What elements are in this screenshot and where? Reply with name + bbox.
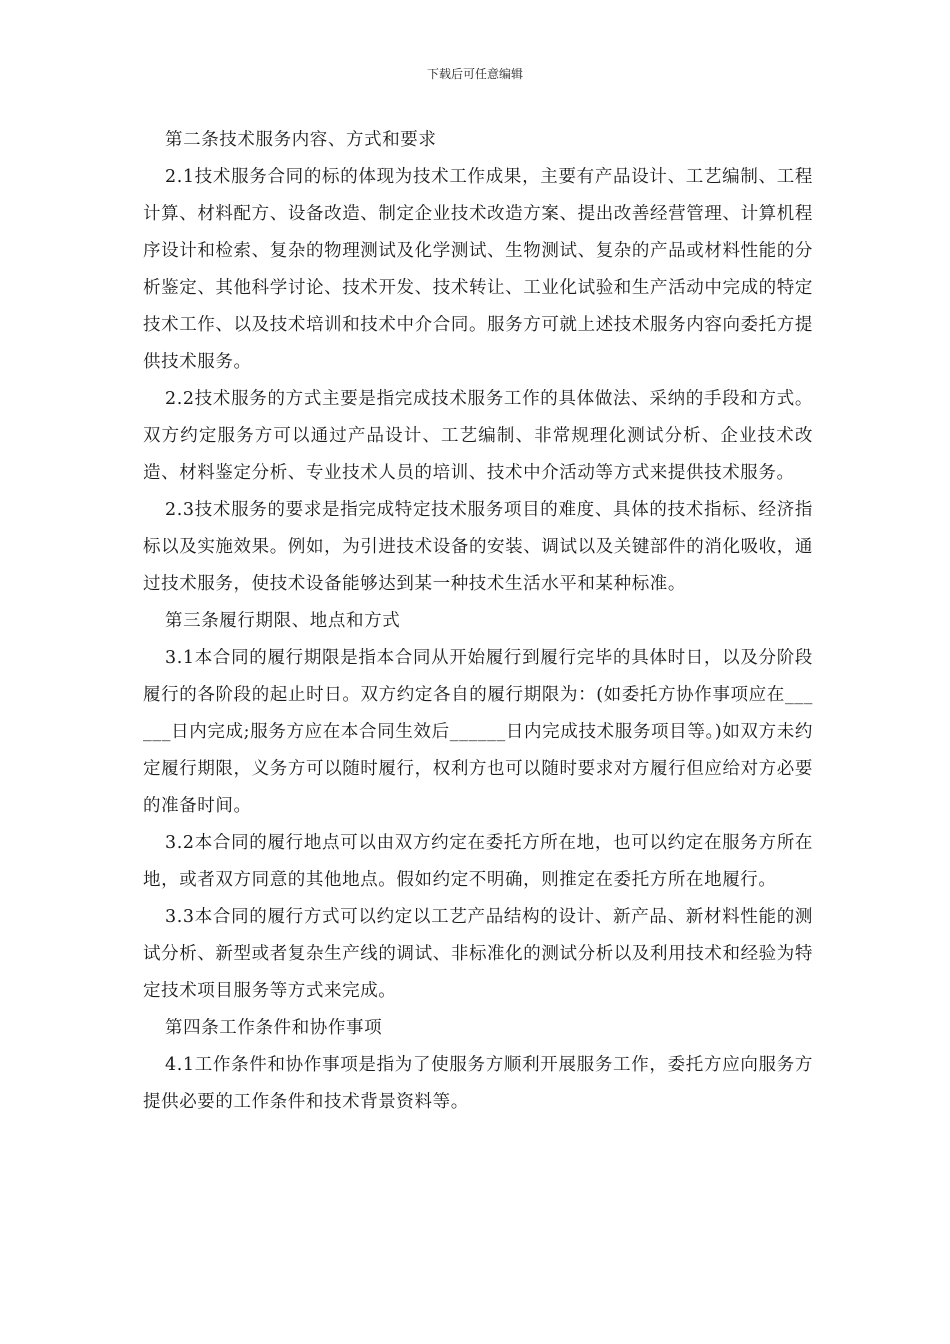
paragraph-3-1: 3.1本合同的履行期限是指本合同从开始履行到履行完毕的具体时日，以及分阶段履行的各阶段的起止时日。双方约定各自的履行期限为：(如委托方协作事项应在______日内完成;服务方应在本合同生效后______日内完成技术服务项目等。)如双方未约定履行期限，义务方可以随时履行，权利方也可以随时要求对方履行但应给对方必要的准备时间。: [143, 648, 813, 816]
section-heading-3: 第三条履行期限、地点和方式: [165, 611, 401, 631]
section-heading-4: 第四条工作条件和协作事项: [165, 1018, 383, 1038]
paragraph-2-1: 2.1技术服务合同的标的体现为技术工作成果，主要有产品设计、工艺编制、工程计算、材料配方、设备改造、制定企业技术改造方案、提出改善经营管理、计算机程序设计和检索、复杂的物理测试及化学测试、生物测试、复杂的产品或材料性能的分析鉴定、其他科学讨论、技术开发、技术转让、工业化试验和生产活动中完成的特定技术工作、以及技术培训和技术中介合同。服务方可就上述技术服务内容向委托方提供技术服务。: [143, 167, 813, 372]
document-body: [143, 122, 813, 1121]
paragraph-2-3: 2.3技术服务的要求是指完成特定技术服务项目的难度、具体的技术指标、经济指标以及实施效果。例如，为引进技术设备的安装、调试以及关键部件的消化吸收，通过技术服务，使技术设备能够达到某一种技术生活水平和某种标准。: [143, 500, 813, 594]
paragraph-2-2: 2.2技术服务的方式主要是指完成技术服务工作的具体做法、采纳的手段和方式。双方约定服务方可以通过产品设计、工艺编制、非常规理化测试分析、企业技术改造、材料鉴定分析、专业技术人员的培训、技术中介活动等方式来提供技术服务。: [143, 389, 813, 483]
section-heading-2: 第二条技术服务内容、方式和要求: [165, 130, 437, 150]
paragraph-4-1: 4.1工作条件和协作事项是指为了使服务方顺利开展服务工作，委托方应向服务方提供必要的工作条件和技术背景资料等。: [143, 1055, 813, 1112]
page-header-note: 下载后可任意编辑: [426, 67, 523, 81]
paragraph-3-3: 3.3本合同的履行方式可以约定以工艺产品结构的设计、新产品、新材料性能的测试分析、新型或者复杂生产线的调试、非标准化的测试分析以及利用技术和经验为特定技术项目服务等方式来完成。: [143, 907, 813, 1001]
paragraph-3-2: 3.2本合同的履行地点可以由双方约定在委托方所在地，也可以约定在服务方所在地，或者双方同意的其他地点。假如约定不明确，则推定在委托方所在地履行。: [143, 833, 813, 890]
